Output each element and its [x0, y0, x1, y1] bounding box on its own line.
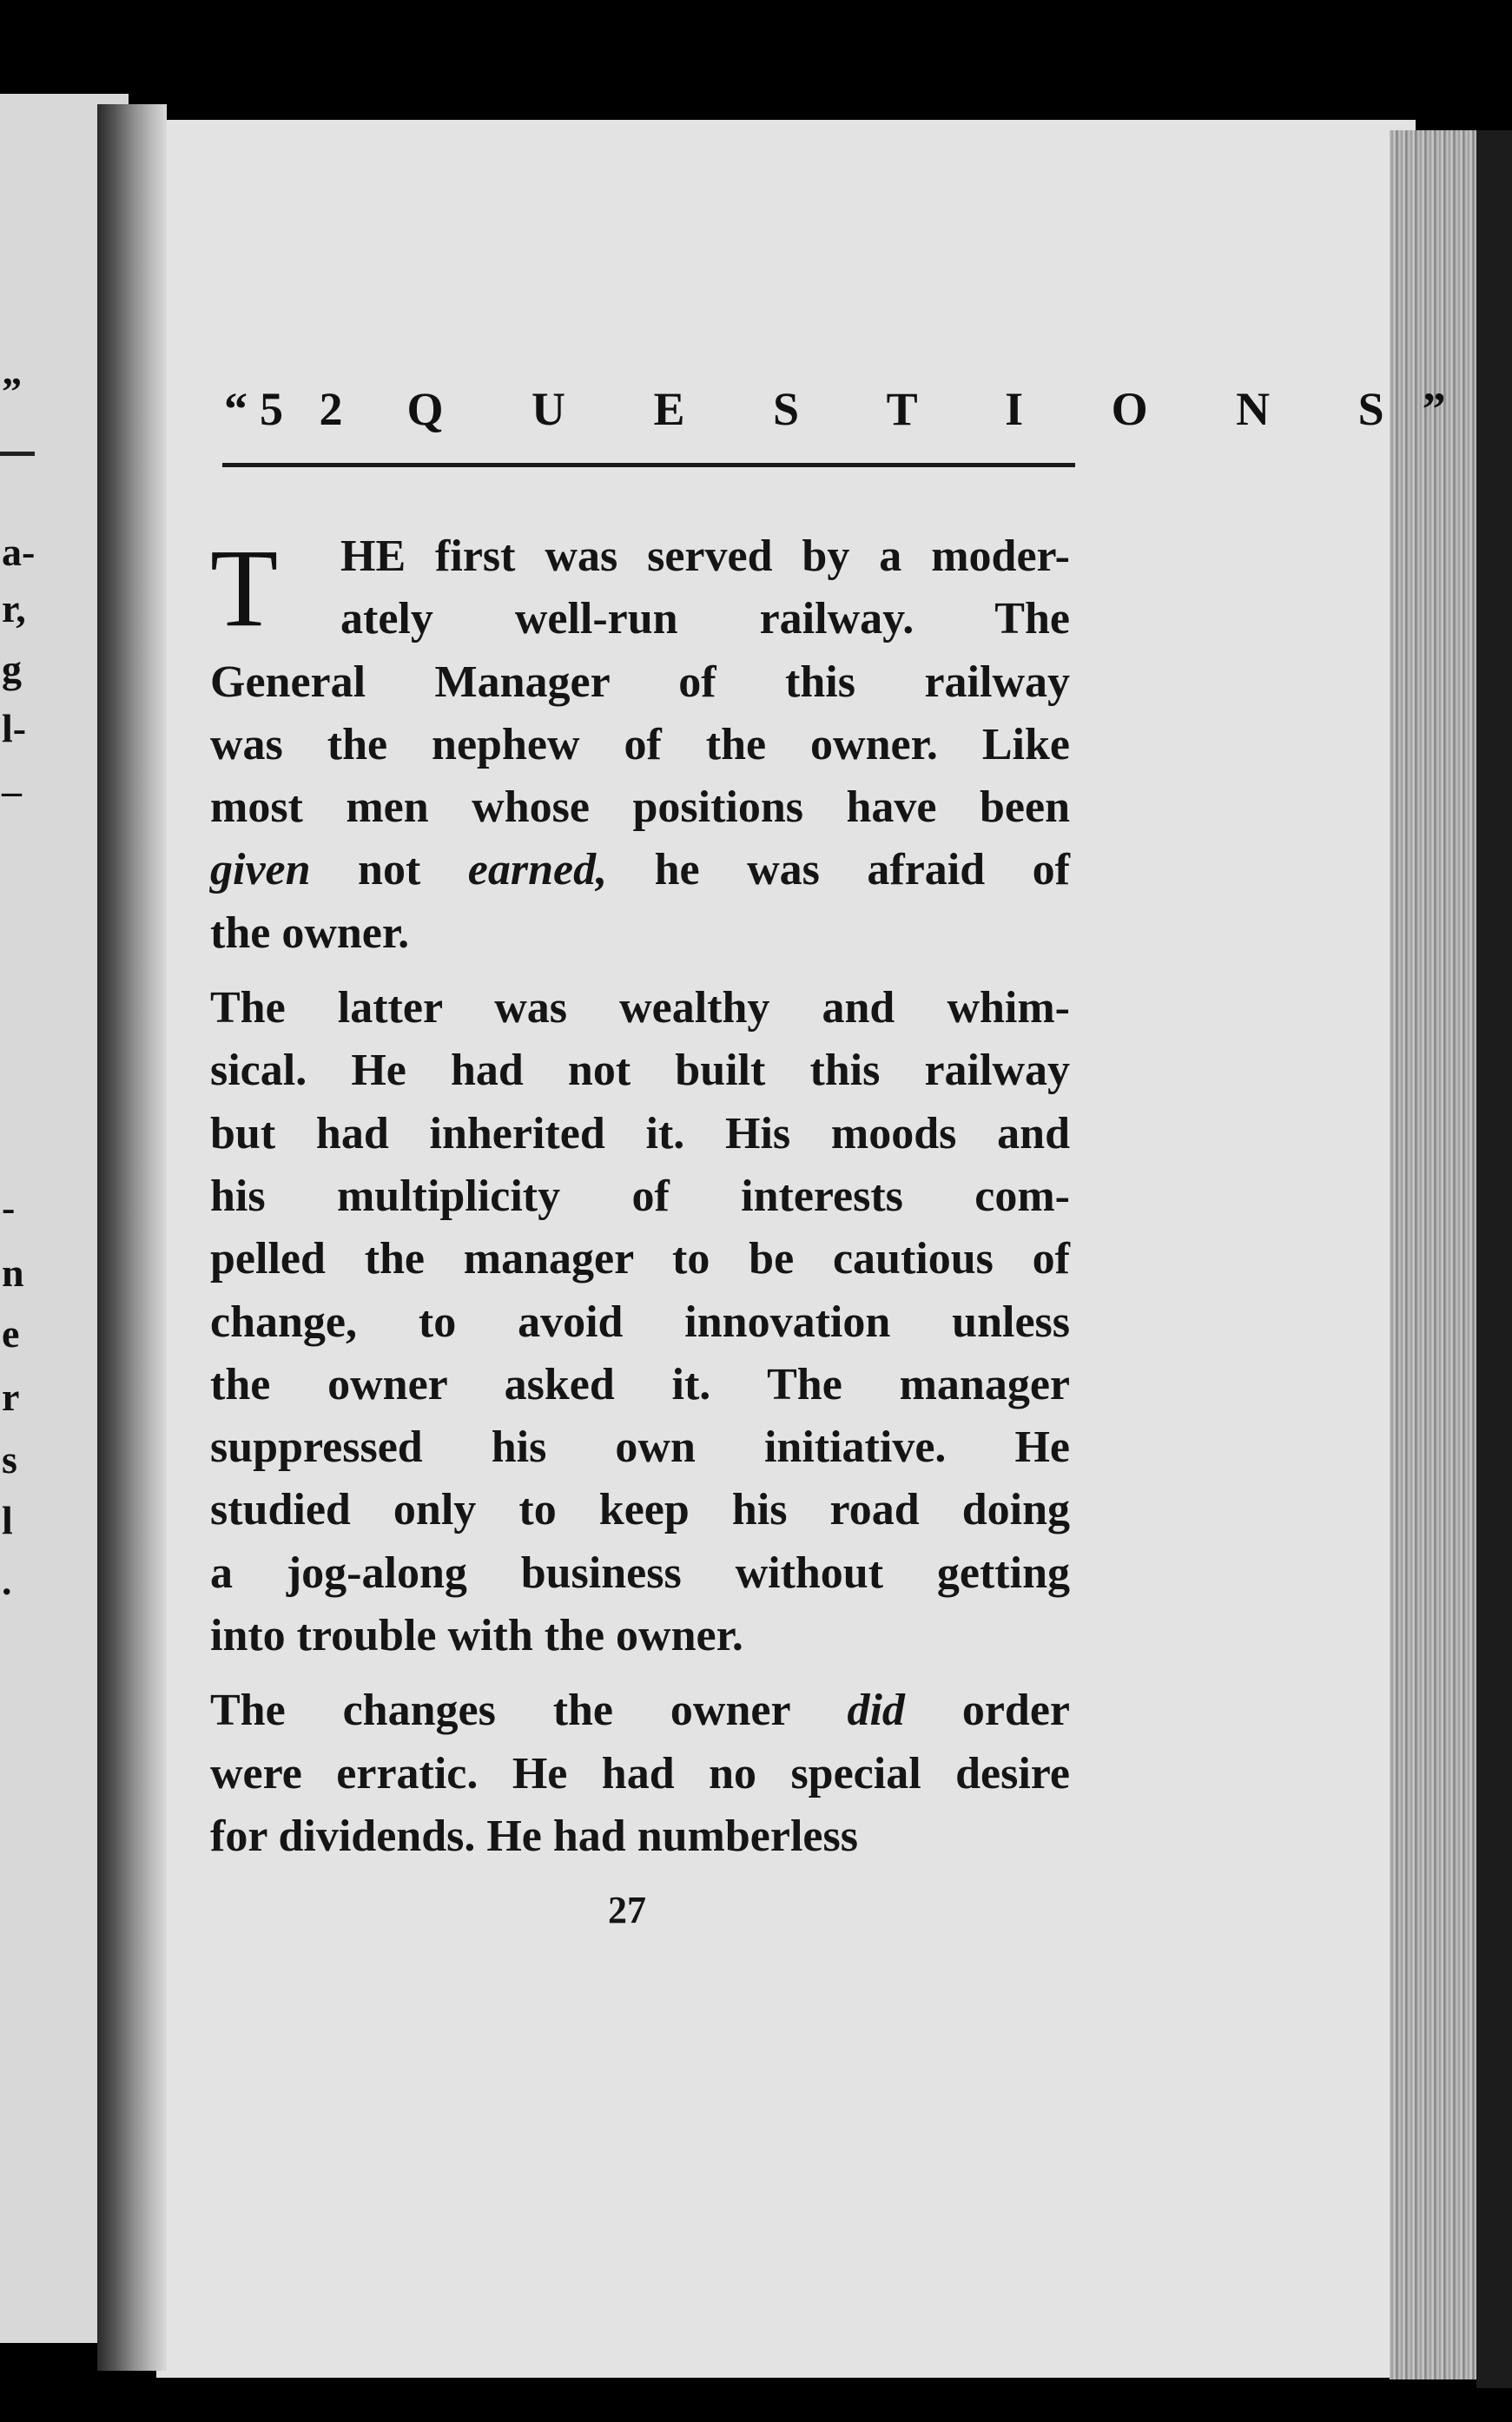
text-line [210, 1805, 1070, 1868]
paragraph-gap [210, 965, 1070, 977]
drop-cap: T [210, 526, 279, 650]
running-header-left: “5 2 [224, 383, 355, 435]
text-segment: ately well-run railway. The [340, 594, 1070, 644]
prev-page-fragment: . [2, 1559, 12, 1603]
text-segment: suppressed his own initiative. He [210, 1422, 1070, 1473]
text-segment: order [904, 1686, 1070, 1736]
running-header [224, 382, 1484, 436]
text-segment: his multiplicity of interests com- [210, 1171, 1070, 1221]
text-segment: was the nephew of the owner. Like [210, 719, 1070, 769]
paragraph-gap [210, 1667, 1070, 1680]
prev-page-fragment: a- [2, 530, 36, 574]
text-line [210, 1103, 1070, 1165]
text-line [210, 1542, 1070, 1605]
text-segment: a jog-along business without getting [210, 1548, 1070, 1598]
text-line [210, 902, 1070, 965]
text-segment: sical. He had not built this railway [210, 1046, 1070, 1096]
text-segment: HE first was served by a moder- [340, 531, 1070, 581]
text-line [210, 588, 1070, 650]
paragraph [210, 977, 1070, 1667]
text-line [210, 1228, 1070, 1290]
text-segment: but had inherited it. His moods and [210, 1108, 1070, 1158]
prev-page-fragment: r [2, 1375, 20, 1419]
paragraph [210, 1680, 1070, 1868]
text-segment: not [310, 845, 468, 895]
text-segment: most men whose positions have been [210, 782, 1070, 833]
text-line [210, 1416, 1070, 1479]
text-line [210, 1354, 1070, 1416]
text-segment: studied only to keep his road doing [210, 1485, 1070, 1535]
text-line [210, 1165, 1070, 1228]
text-line [210, 977, 1070, 1039]
text-segment: did [847, 1686, 905, 1736]
prev-page-fragment: s [2, 1437, 17, 1482]
prev-page-fragment: l [2, 1498, 13, 1542]
book-gutter-shadow [97, 104, 167, 2371]
text-line [210, 1291, 1070, 1354]
text-segment: The latter was wealthy and whim- [210, 983, 1070, 1033]
text-segment: given [210, 845, 311, 895]
text-line [210, 651, 1070, 714]
prev-page-fragment: - [2, 1185, 16, 1230]
text-segment: General Manager of this railway [210, 657, 1070, 707]
text-line [210, 525, 1070, 588]
text-line [210, 1479, 1070, 1541]
header-rule [222, 463, 1075, 467]
prev-page-fragment: – [2, 769, 22, 813]
text-segment: The changes the owner [210, 1686, 848, 1736]
text-line [210, 1743, 1070, 1805]
text-segment: change, to avoid innovation unless [210, 1297, 1070, 1347]
text-segment: earned, [467, 845, 608, 895]
text-line [210, 776, 1070, 839]
page-stack-edge [1390, 130, 1485, 2379]
prev-page-fragment: n [2, 1251, 24, 1295]
text-segment: into trouble with the owner. [210, 1611, 743, 1661]
text-segment: were erratic. He had no special desire [210, 1748, 1070, 1798]
text-segment: pelled the manager to be cautious of [210, 1234, 1070, 1284]
prev-page-fragment: r, [2, 586, 26, 630]
page-number: 27 [608, 1889, 646, 1931]
prev-page-fragment: ” [2, 369, 22, 413]
running-header-right: Q U E S T I O N S” [406, 383, 1484, 435]
text-line [210, 839, 1070, 901]
text-line [210, 714, 1070, 776]
prev-page-fragment: e [2, 1311, 20, 1356]
prev-page-fragment: l- [2, 706, 27, 750]
prev-page-fragment: g [2, 647, 22, 691]
text-line [210, 1680, 1070, 1742]
paragraph [210, 525, 1070, 965]
prev-page-rule [0, 452, 35, 456]
body-text [210, 525, 1070, 1868]
text-line [210, 1605, 1070, 1667]
text-segment: the owner. [210, 907, 410, 958]
page-stack-shadow [1476, 130, 1512, 2388]
text-line [210, 1039, 1070, 1102]
text-segment: he was afraid of [607, 845, 1070, 895]
text-segment: the owner asked it. The manager [210, 1359, 1070, 1409]
text-segment: for dividends. He had numberless [210, 1811, 858, 1861]
